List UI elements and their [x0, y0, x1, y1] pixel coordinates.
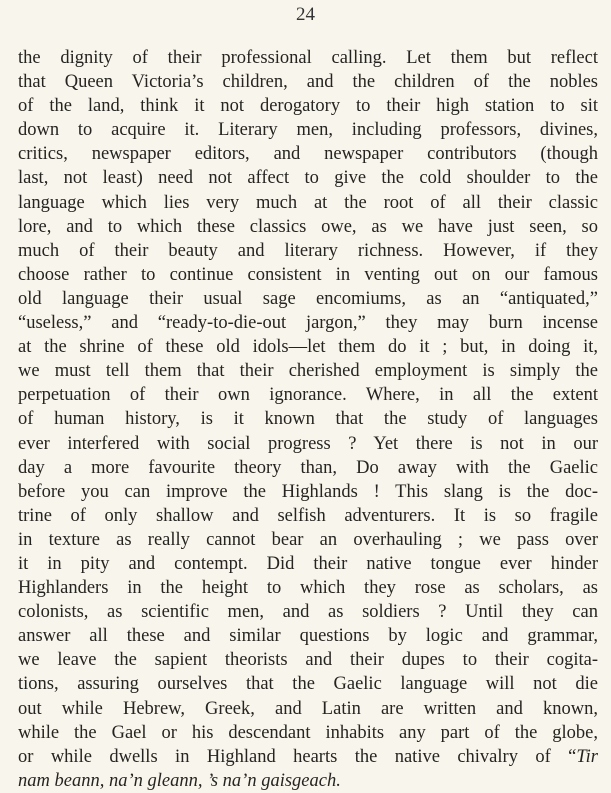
text-line: the dignity of their professional calling. Let them but reflect [18, 48, 598, 68]
text-line: at the shrine of these old idols—let them do it ; but, in doing it, [18, 337, 598, 358]
text-line: of human history, is it known that the study of languages [18, 409, 598, 430]
text-line: trine of only shallow and selfish adventurers. It is so fragile [18, 505, 598, 526]
text-line: “useless,” and “ready-to-die-out jargon,” they may burn incense [18, 313, 598, 334]
text-line: we must tell them that their cherished employment is simply the [18, 361, 598, 382]
text-line: old language their usual sage encomiums, as an “antiquated,” [18, 288, 598, 309]
text-line-plain-part: or while dwells in Highland hearts the native chivalry of “ [18, 746, 577, 767]
text-line: Highlanders in the height to which they rose as scholars, as [18, 578, 598, 599]
text-line: it in pity and contempt. Did their native tongue ever hinder [18, 553, 598, 574]
text-line: lore, and to which these classics owe, as we have just seen, so [18, 216, 598, 237]
text-line: day a more favourite theory than, Do away with the Gaelic [18, 457, 598, 478]
text-line: we leave the sapient theorists and their dupes to their cogita- [18, 650, 598, 671]
text-line: perpetuation of their own ignorance. Where, in all the extent [18, 385, 598, 406]
text-line: before you can improve the Highlands ! This slang is the doc- [18, 481, 598, 502]
text-line: tions, assuring ourselves that the Gaelic language will not die [18, 674, 598, 695]
text-line: last, not least) need not affect to give the cold shoulder to the [18, 168, 598, 189]
text-line: choose rather to continue consistent in venting out on our famous [18, 264, 598, 285]
text-line: ever interfered with social progress ? Yet there is not in our [18, 433, 598, 454]
text-line: colonists, as scientific men, and as soldiers ? Until they can [18, 602, 598, 623]
body-text [18, 46, 598, 793]
text-line: in texture as really cannot bear an overhauling ; we pass over [18, 529, 598, 550]
text-line: much of their beauty and literary richness. However, if they [18, 240, 598, 261]
text-line: critics, newspaper editors, and newspaper contributors (though [18, 144, 598, 165]
text-line: answer all these and similar questions by logic and grammar, [18, 626, 598, 647]
text-line: while the Gael or his descendant inhabits any part of the globe, [18, 722, 598, 743]
page-number: 24 [296, 4, 315, 25]
text-line: out while Hebrew, Greek, and Latin are written and known, [18, 698, 598, 719]
text-line-with-italic [18, 745, 598, 769]
text-line: that Queen Victoria’s children, and the children of the nobles [18, 72, 598, 93]
italic-final-line: nam beann, na’n gleann, ’s na’n gaisgeach. [18, 770, 341, 791]
text-line: down to acquire it. Literary men, including professors, divines, [18, 120, 598, 141]
text-line: of the land, think it not derogatory to their high station to sit [18, 96, 598, 117]
text-line: language which lies very much at the root of all their classic [18, 192, 598, 213]
italic-text: Tir [576, 746, 598, 767]
